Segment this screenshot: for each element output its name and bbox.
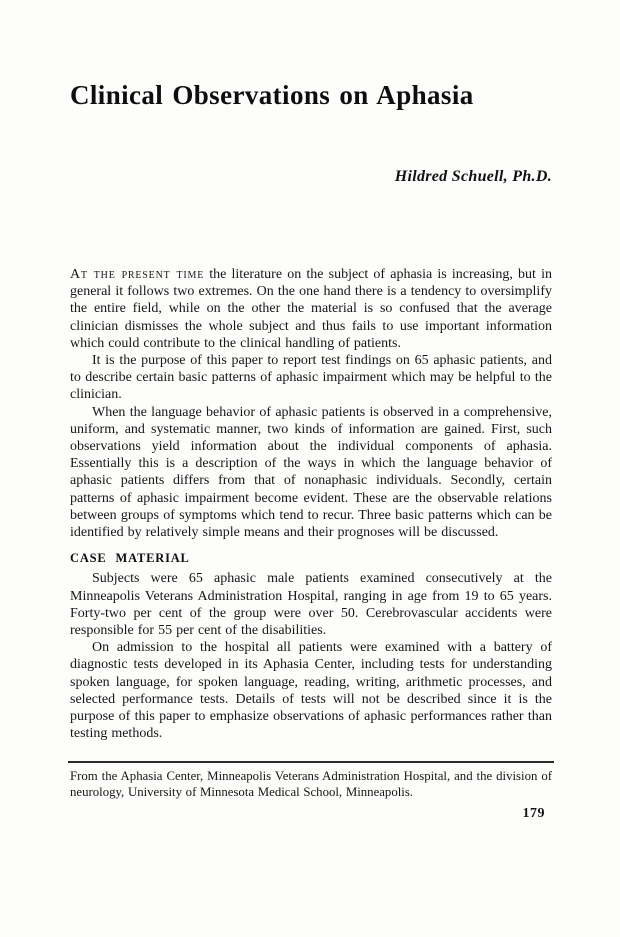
- intro-paragraph: [70, 266, 552, 352]
- footnote-rule: [68, 761, 554, 763]
- lead-in-small-caps: At the present time: [70, 267, 205, 282]
- author-byline: Hildred Schuell, Ph.D.: [394, 168, 552, 185]
- article-title: Clinical Observations on Aphasia: [70, 80, 474, 110]
- page-number: 179: [522, 806, 545, 821]
- paragraph: When the language behavior of aphasic patients is observed in a comprehensive, uniform, and systematic manner, two kinds of information are gained. First, such observations yield information about the individual components of aphasia. Essentially this is a description of the ways in which the language behavior of aphasic patients differs from that of nonaphasic individuals. Secondly, certain patterns of aphasic impairment become evident. These are the observable relations between groups of symptoms which tend to recur. Three basic patterns which can be identified by relatively simple means and their prognoses will be discussed.: [70, 404, 552, 541]
- section-heading-case-material: CASE MATERIAL: [70, 551, 190, 566]
- article-body: [70, 266, 552, 742]
- footnote: From the Aphasia Center, Minneapolis Veterans Administration Hospital, and the division of neurology, University of Minnesota Medical School, Minneapolis.: [70, 769, 552, 799]
- paragraph: On admission to the hospital all patients were examined with a battery of diagnostic tests developed in its Aphasia Center, including tests for understanding spoken language, for spoken language, reading, writing, arithmetic processes, and selected performance tests. Details of tests will not be described since it is the purpose of this paper to emphasize observations of aphasic performances rather than testing methods.: [70, 640, 552, 742]
- paragraph-text: the literature on the subject of aphasia is increasing, but in general it follows two extremes. On the one hand there is a tendency to oversimplify the entire field, while on the other the material is so confused that the average clinician dismisses the whole subject and thus fails to use important information which could contribute to the clinical handling of patients.: [70, 267, 552, 351]
- paragraph: It is the purpose of this paper to report test findings on 65 aphasic patients, and to describe certain basic patterns of aphasic impairment which may be helpful to the clinician.: [70, 353, 552, 403]
- paragraph: Subjects were 65 aphasic male patients examined consecutively at the Minneapolis Veterans Administration Hospital, ranging in age from 19 to 65 years. Forty-two per cent of the group were over 50. Cerebrovascular accidents were responsible for 55 per cent of the disabilities.: [70, 571, 552, 639]
